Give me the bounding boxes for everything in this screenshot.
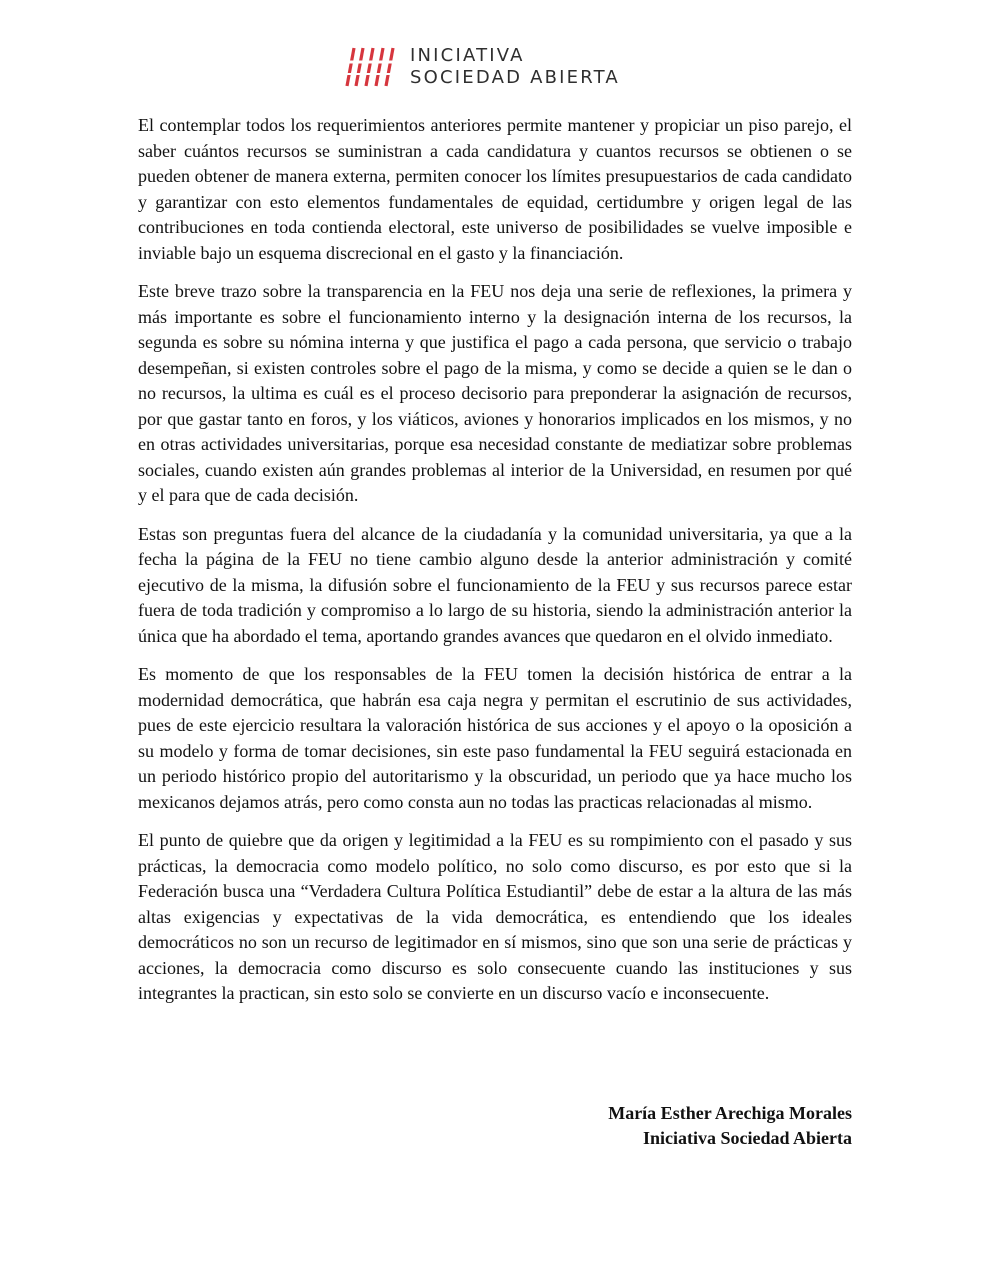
signature-block — [608, 1101, 852, 1151]
logo-line-2: SOCIEDAD ABIERTA — [410, 67, 620, 88]
logo-line-1: INICIATIVA — [410, 45, 525, 66]
paragraph-2: Este breve trazo sobre la transparencia en la FEU nos deja una serie de reflexiones, la primera y más importante es sobre el funcionamiento interno y la designación interna de los recursos, la segunda es sobre su nómina interna y que justifica el pago a cada persona, que servicio o trabajo desempeñan, si existen controles sobre el pago de la misma, y como se decide a quien se le dan o no recursos, la ultima es cuál es el proceso decisorio para preponderar la asignación de recursos, por que gastar tanto en foros, y los viáticos, aviones y honorarios implicados en los mismos, y no en otras actividades universitarias, porque esa necesidad constante de mediatizar sobre problemas sociales, cuando existen aún grandes problemas al interior de la Universidad, en resumen por qué y el para que de cada decisión. — [138, 281, 852, 505]
document-body — [138, 113, 852, 1020]
paragraph-3: Estas son preguntas fuera del alcance de la ciudadanía y la comunidad universitaria, ya que a la fecha la página de la FEU no tiene cambio alguno desde la anterior administración y comité ejecutivo de la misma, la difusión sobre el funcionamiento de la FEU y sus recursos parece estar fuera de toda tradición y compromiso a lo largo de su historia, siendo la administración anterior la única que ha abordado el tema, aportando grandes avances que quedaron en el olvido inmediato. — [138, 523, 852, 646]
slanted-bars-logo-icon — [344, 46, 400, 88]
header-logo — [344, 44, 620, 90]
logo-text — [410, 45, 620, 89]
paragraph-4: Es momento de que los responsables de la FEU tomen la decisión histórica de entrar a la modernidad democrática, que habrán esa caja negra y permitan el escrutinio de sus actividades, pues de este ejercicio resultara la valoración histórica de sus acciones y el apoyo o la oposición a su modelo y forma de tomar decisiones, sin este paso fundamental la FEU seguirá estacionada en un periodo histórico propio del autoritarismo y la obscuridad, un periodo que ya hace mucho los mexicanos dejamos atrás, pero como consta aun no todas las practicas relacionadas al mismo. — [138, 664, 852, 812]
paragraph-5: El punto de quiebre que da origen y legitimidad a la FEU es su rompimiento con el pasado y sus prácticas, la democracia como modelo político, no solo como discurso, es por esto que si la Federación busca una “Verdadera Cultura Política Estudiantil” debe de estar a la altura de las más altas exigencias y expectativas de la vida democrática, es entendiendo que los ideales democráticos no son un recurso de legitimador en sí mismos, sino que son una serie de prácticas y acciones, la democracia como discurso es solo consecuente cuando las instituciones y sus integrantes la practican, sin esto solo se convierte en un discurso vacío e inconsecuente. — [138, 830, 852, 1003]
signature-name: María Esther Arechiga Morales — [608, 1103, 852, 1123]
signature-organization: Iniciativa Sociedad Abierta — [642, 1128, 852, 1148]
paragraph-1: El contemplar todos los requerimientos anteriores permite mantener y propiciar un piso parejo, el saber cuántos recursos se suministran a cada candidatura y cuantos recursos se obtienen o se pueden obtener de manera externa, permiten conocer los límites presupuestarios de cada candidato y garantizar con esto elementos fundamentales de equidad, certidumbre y origen legal de las contribuciones en toda contienda electoral, este universo de posibilidades se vuelve imposible e inviable bajo un esquema discrecional en el gasto y la financiación. — [138, 115, 852, 263]
